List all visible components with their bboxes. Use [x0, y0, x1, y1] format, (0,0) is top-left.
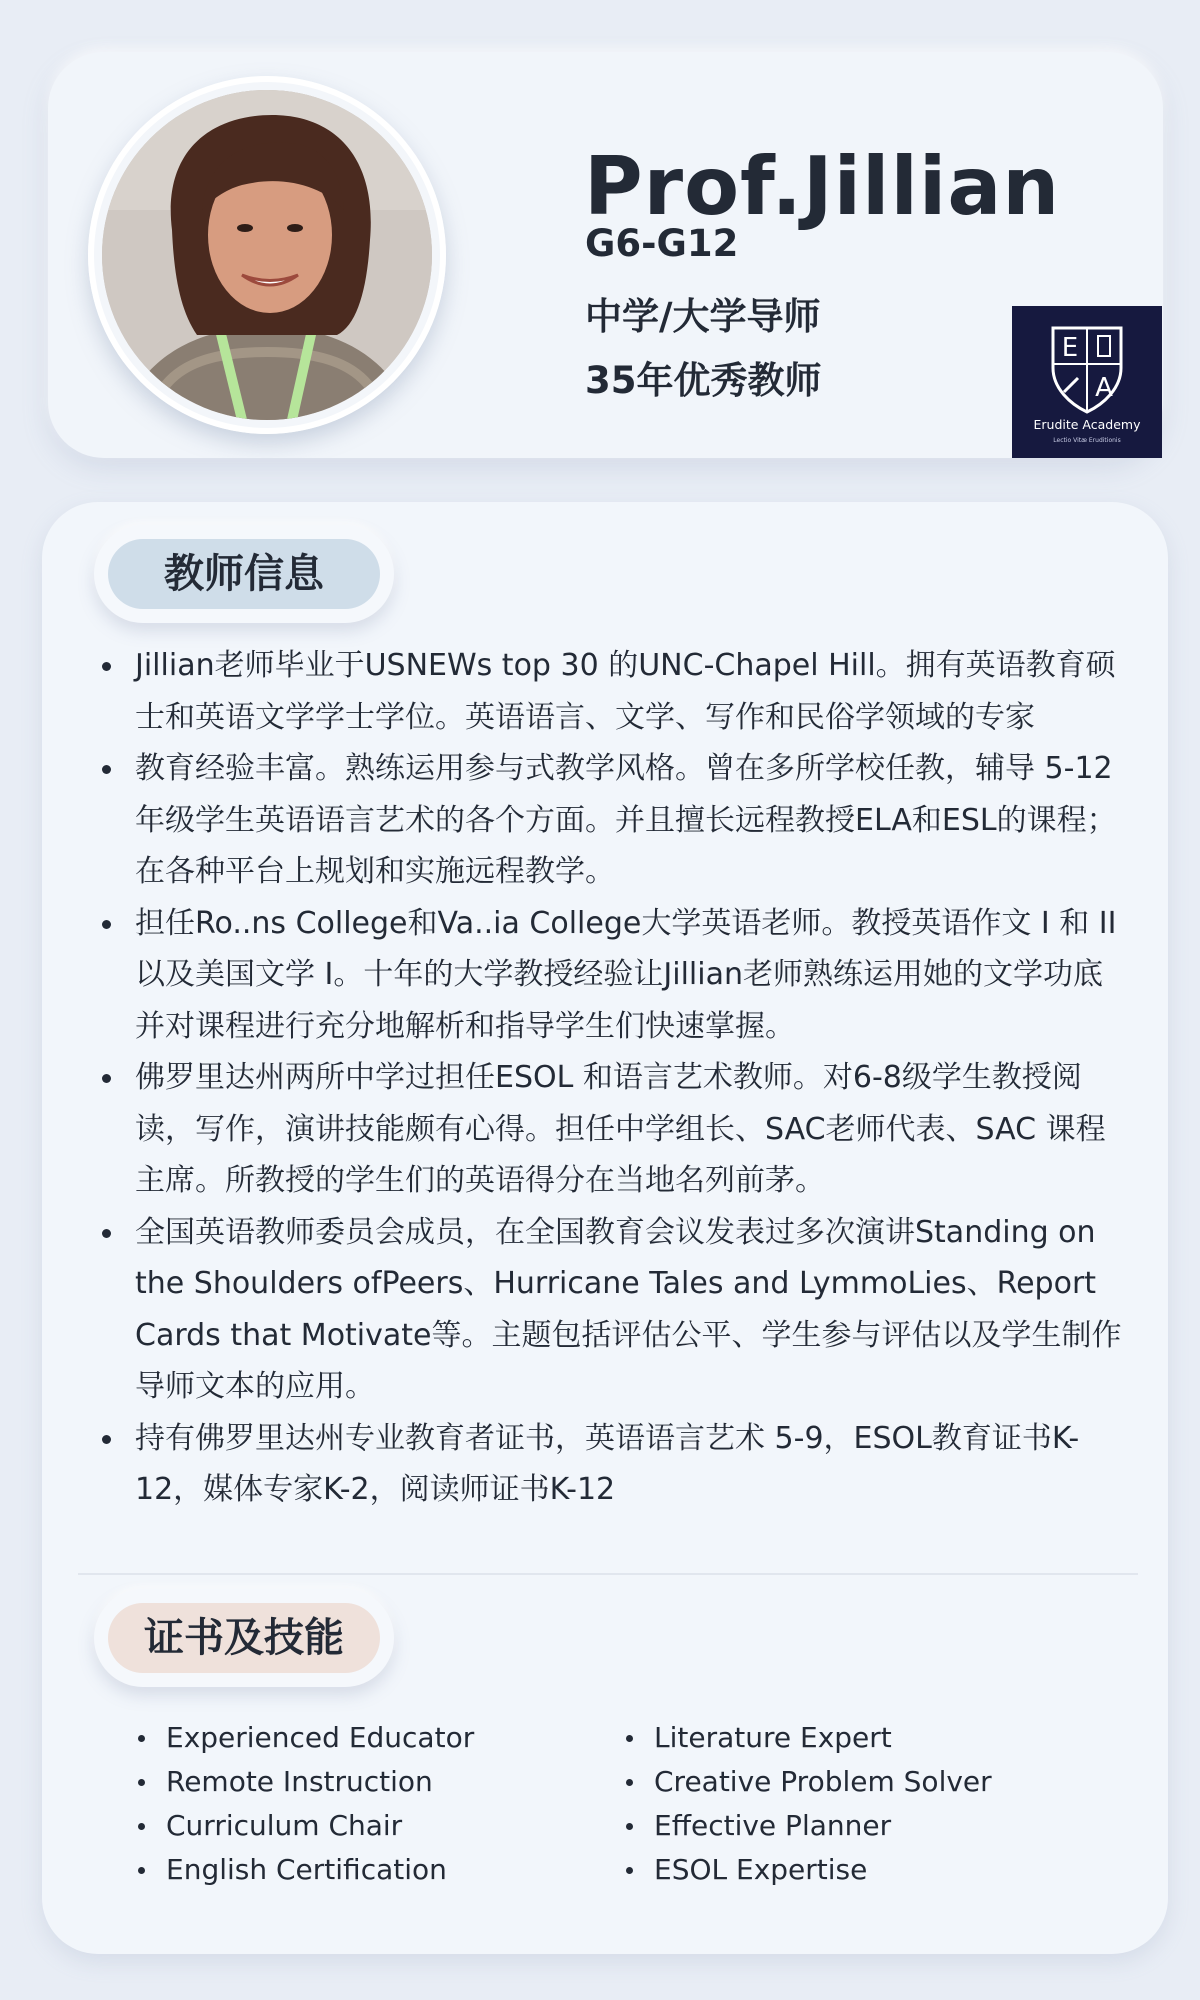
list-item: Experienced Educator — [136, 1716, 474, 1760]
svg-text:E: E — [1061, 333, 1079, 363]
list-item: 担任Ro..ns College和Va..ia College大学英语老师。教授英语作文 I 和 II 以及美国文学 I。十年的大学教授经验让Jillian老师熟练运用她的文学功底并对课程进行充分地解析和指导学生们快速掌握。 — [100, 898, 1130, 1053]
skills-list-right — [624, 1716, 992, 1892]
skills-list-left — [136, 1716, 474, 1892]
list-item: Effective Planner — [624, 1804, 992, 1848]
teacher-role: 中学/大学导师 — [585, 295, 821, 338]
list-item: Remote Instruction — [136, 1760, 474, 1804]
teacher-portrait-image — [102, 90, 432, 420]
svg-text:A: A — [1095, 373, 1113, 403]
skills-heading: 证书及技能 — [108, 1603, 380, 1673]
grade-range: G6-G12 — [585, 222, 739, 265]
avatar-frame — [88, 76, 446, 434]
svg-text:Erudite Academy: Erudite Academy — [1033, 417, 1141, 432]
list-item: Creative Problem Solver — [624, 1760, 992, 1804]
teacher-info-heading-frame — [94, 525, 394, 623]
list-item: 全国英语教师委员会成员，在全国教育会议发表过多次演讲Standing on the Shoulders ofPeers、Hurricane Tales and LymmoLies、Report Cards that Motivate等。主题包括评估公平、学生参与评估以及学生制作导师文本的应用。 — [100, 1207, 1130, 1413]
teaching-experience: 35年优秀教师 — [585, 359, 822, 402]
profile-header-card — [48, 52, 1163, 458]
teacher-name: Prof.Jillian — [584, 140, 1061, 233]
skills-heading-frame — [94, 1589, 394, 1687]
list-item: Literature Expert — [624, 1716, 992, 1760]
teacher-info-list — [100, 640, 1130, 1516]
teacher-info-heading: 教师信息 — [108, 539, 380, 609]
svg-text:Lectio Vitæ Eruditionis: Lectio Vitæ Eruditionis — [1053, 437, 1121, 444]
list-item: 教育经验丰富。熟练运用参与式教学风格。曾在多所学校任教，辅导 5-12 年级学生英语语言艺术的各个方面。并且擅长远程教授ELA和ESL的课程；在各种平台上规划和实施远程教学。 — [100, 743, 1130, 898]
list-item: 持有佛罗里达州专业教育者证书，英语语言艺术 5-9，ESOL教育证书K-12，媒体专家K-2，阅读师证书K-12 — [100, 1413, 1130, 1516]
list-item: ESOL Expertise — [624, 1848, 992, 1892]
list-item: Jillian老师毕业于USNEWs top 30 的UNC-Chapel Hill。拥有英语教育硕士和英语文学学士学位。英语语言、文学、写作和民俗学领域的专家 — [100, 640, 1130, 743]
section-divider — [78, 1573, 1138, 1575]
list-item: Curriculum Chair — [136, 1804, 474, 1848]
list-item: 佛罗里达州两所中学过担任ESOL 和语言艺术教师。对6-8级学生教授阅读，写作，演讲技能颇有心得。担任中学组长、SAC老师代表、SAC 课程主席。所教授的学生们的英语得分在当地名列前茅。 — [100, 1052, 1130, 1207]
list-item: English Certification — [136, 1848, 474, 1892]
erudite-academy-logo — [1012, 306, 1162, 458]
avatar — [102, 90, 432, 420]
